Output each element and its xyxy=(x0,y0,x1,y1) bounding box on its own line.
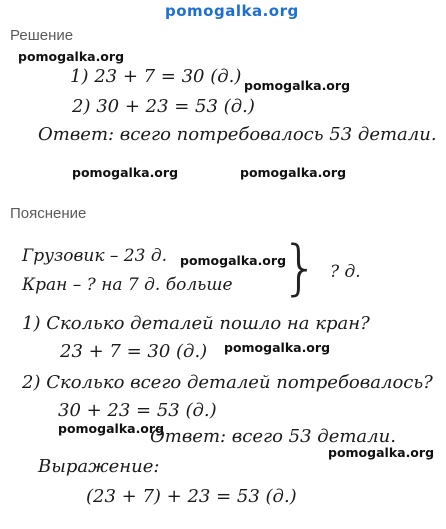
watermark-text: pomogalka.org xyxy=(244,78,351,93)
explanation-heading: Пояснение xyxy=(10,205,87,222)
question-2-calc: 30 + 23 = 53 (д.) xyxy=(58,400,217,421)
solution-step-2: 2) 30 + 23 = 53 (д.) xyxy=(72,96,255,117)
watermark-text: pomogalka.org xyxy=(58,421,165,436)
watermark-text: pomogalka.org xyxy=(18,49,125,64)
expression: (23 + 7) + 23 = 53 (д.) xyxy=(86,486,297,507)
solution-heading: Решение xyxy=(10,27,74,44)
question-1-calc: 23 + 7 = 30 (д.) xyxy=(60,341,208,362)
solution-answer: Ответ: всего потребовалось 53 детали. xyxy=(38,124,437,145)
site-title: pomogalka.org xyxy=(165,2,299,20)
watermark-text: pomogalka.org xyxy=(180,253,287,268)
watermark-text: pomogalka.org xyxy=(72,165,179,180)
watermark-text: pomogalka.org xyxy=(224,340,331,355)
total-question: ? д. xyxy=(330,262,361,282)
curly-brace-icon: } xyxy=(281,233,320,303)
explanation-answer: Ответ: всего 53 детали. xyxy=(150,426,396,447)
watermark-text: pomogalka.org xyxy=(240,165,347,180)
solution-step-1: 1) 23 + 7 = 30 (д.) xyxy=(70,66,242,87)
crane-line: Кран – ? на 7 д. больше xyxy=(22,275,233,295)
watermark-text: pomogalka.org xyxy=(328,445,435,460)
question-1: 1) Сколько деталей пошло на кран? xyxy=(22,313,370,334)
question-2: 2) Сколько всего деталей потребовалось? xyxy=(22,372,433,393)
expression-label: Выражение: xyxy=(38,456,160,477)
truck-line: Грузовик – 23 д. xyxy=(22,246,168,266)
